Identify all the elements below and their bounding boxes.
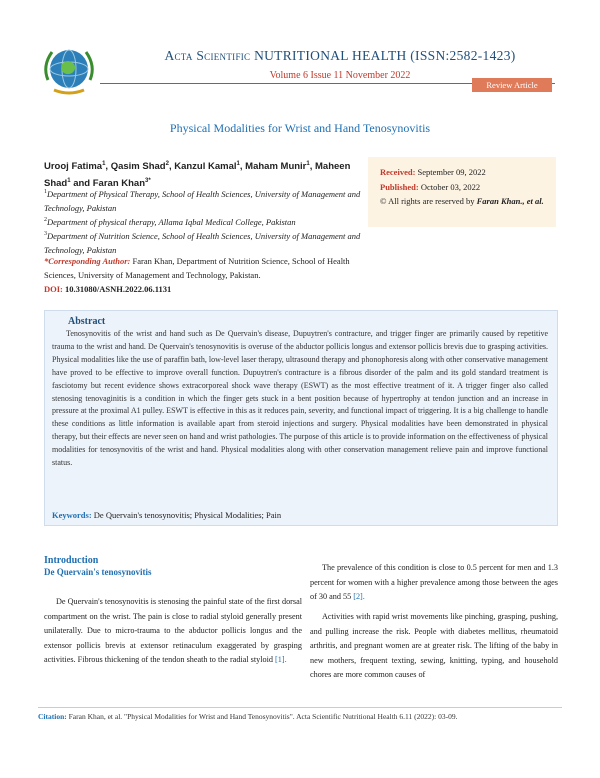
author: Urooj Fatima	[44, 161, 103, 173]
volume-issue: Volume 6 Issue 11 November 2022	[269, 70, 411, 81]
doi-link[interactable]: 10.31080/ASNH.2022.06.1131	[65, 284, 172, 294]
author: Maham Munir	[245, 161, 307, 173]
affiliation-text: Department of Nutrition Science, School of Health Sciences, University of Management and Technology, Pakistan	[44, 230, 361, 255]
affiliation	[44, 227, 364, 257]
affiliation	[44, 185, 364, 215]
corresponding-author	[44, 254, 364, 282]
rights-prefix: © All rights are reserved by	[380, 196, 475, 206]
journal-prefix: Acta Scientific	[164, 48, 251, 63]
footer-rule	[38, 707, 562, 708]
received-date	[380, 166, 550, 178]
rights-holder: Faran Khan., et al.	[476, 196, 544, 206]
author-sup: 1	[306, 161, 310, 167]
received-value: September 09, 2022	[417, 167, 486, 177]
body-paragraph	[310, 561, 558, 605]
published-date	[380, 181, 550, 193]
author: Maheen Shad	[44, 161, 351, 190]
keywords-label: Keywords:	[52, 510, 92, 520]
author: Faran Khan	[92, 178, 146, 190]
paper-title: Physical Modalities for Wrist and Hand Tenosynovitis	[169, 121, 431, 135]
corresponding-label: *Corresponding Author:	[44, 256, 131, 266]
rights-notice	[380, 195, 550, 207]
author-sup: 1	[102, 161, 106, 167]
published-value: October 03, 2022	[420, 182, 481, 192]
subsection-heading: De Quervain's tenosynovitis	[44, 567, 152, 577]
affiliation-sup: 3	[44, 231, 47, 237]
reference-link[interactable]: [2].	[353, 592, 365, 601]
affiliation-text: Department of physical therapy, Allama Iqbal Medical College, Pakistan	[47, 216, 296, 227]
journal-name: NUTRITIONAL HEALTH (ISSN:2582-1423)	[254, 48, 516, 63]
article-type-badge: Review Article	[472, 78, 552, 92]
journal-logo	[40, 40, 98, 98]
body-paragraph	[44, 595, 302, 668]
keywords	[52, 510, 548, 520]
author-sup: 3*	[145, 178, 151, 185]
laurel-globe-icon	[40, 40, 98, 98]
affiliation-sup: 2	[44, 217, 47, 223]
reference-link[interactable]: [1].	[275, 655, 287, 664]
section-heading: Introduction	[44, 555, 99, 566]
published-label: Published:	[380, 182, 419, 192]
paragraph-text: The prevalence of this condition is close to 0.5 percent for men and 1.3 percent for women with a higher prevalence among those between the ages of 30 and 55	[310, 563, 558, 601]
citation-footer	[38, 712, 562, 721]
author: Kanzul Kamal	[174, 161, 237, 173]
author: Qasim Shad	[110, 161, 166, 173]
corresponding-text: Faran Khan, Department of Nutrition Science, School of Health Sciences, University of Management and Technology, Pakistan.	[44, 256, 350, 280]
author-sup: 1	[236, 161, 240, 167]
author-list: Urooj Fatima$^1$, Qasim Shad$^2$, Kanzul Kamal$^1$, Maham Munir$^1$, Maheen Shad$^1$ and Faran Khan$^{3*}$	[44, 161, 351, 190]
author-sup: 1	[67, 178, 71, 185]
received-label: Received:	[380, 167, 416, 177]
body-paragraph	[310, 610, 558, 683]
abstract-heading: Abstract	[68, 316, 106, 327]
author-sup: 2	[165, 161, 169, 167]
affiliation-text: Department of Physical Therapy, School of Health Sciences, University of Management and Technology, Pakistan	[44, 188, 361, 213]
citation-text: Faran Khan, et al. "Physical Modalities for Wrist and Hand Tenosynovitis". Acta Scientific Nutritional Health 6.11 (2022): 03-09.	[68, 712, 458, 721]
keywords-text: De Quervain's tenosynovitis; Physical Modalities; Pain	[93, 510, 282, 520]
affiliation-sup: 1	[44, 189, 47, 195]
abstract-text: Tenosynovitis of the wrist and hand such as De Quervain's disease, Dupuytren's contracture, and trigger finger are primarily caused by repetitive trauma to the wrist and hand. De Quervain's tenosynovitis is overuse of the abductor pollicis longus and extensor pollicis brevis due to grasping activities. Physical modalities like the use of paraffin bath, low-level laser therapy, ultrasound therapy and phonophoresis along with other conservative management have proved to be effective to improve overall function. Dupuytren's contracture is a fibrous disorder of the palm and its gold standard treatment is fasciotomy but recent evidence shows extracorporeal shock wave therapy (ESWT) as the most effective treatment of it. A trigger finger also called stenosing tenovaginitis is a condition in which the finger gets stuck in a bent position because of hypertrophy at tendon junction and an increase in pressure at the proximal A1 pulley. ESWT is effective in this as it reduces pain, severity, and functional impact of triggering. It is a big challenge to handle these conditions as little information is available apart from steroid injections and surgery. Physical modalities have been demonstrated in physical therapy, but their effects are never seen on hand and wrist pathologies. The purpose of this article is to provide information on the effectiveness of physical modalities for tenosynovitis of the wrist and hand. Physical modalities along with other conservation management relieve pain and improve functional status.	[52, 329, 548, 468]
journal-title	[140, 48, 540, 64]
doi-label: DOI:	[44, 284, 63, 294]
paragraph-text: De Quervain's tenosynovitis is stenosing the painful state of the first dorsal compartment on the wrist. The pain is close to radial styloid generally present unilaterally. Due to micro-trauma to the abductor pollicis longus and the extensor pollicis brevis at extensor retinaculum exaggerated by grasping activities. Fibrous thickening of the tendon sheath to the radial styloid	[44, 597, 302, 664]
paragraph-text: Activities with rapid wrist movements like pinching, grasping, pushing, and pulling increase the risk. People with diabetes mellitus, rheumatoid arthritis, and pregnant women are at greater risk. The lifting of the baby in new mothers, frequent texting, sewing, knitting, typing, and household chores are more common causes of	[310, 612, 558, 679]
citation-label: Citation:	[38, 712, 67, 721]
doi	[44, 284, 364, 294]
